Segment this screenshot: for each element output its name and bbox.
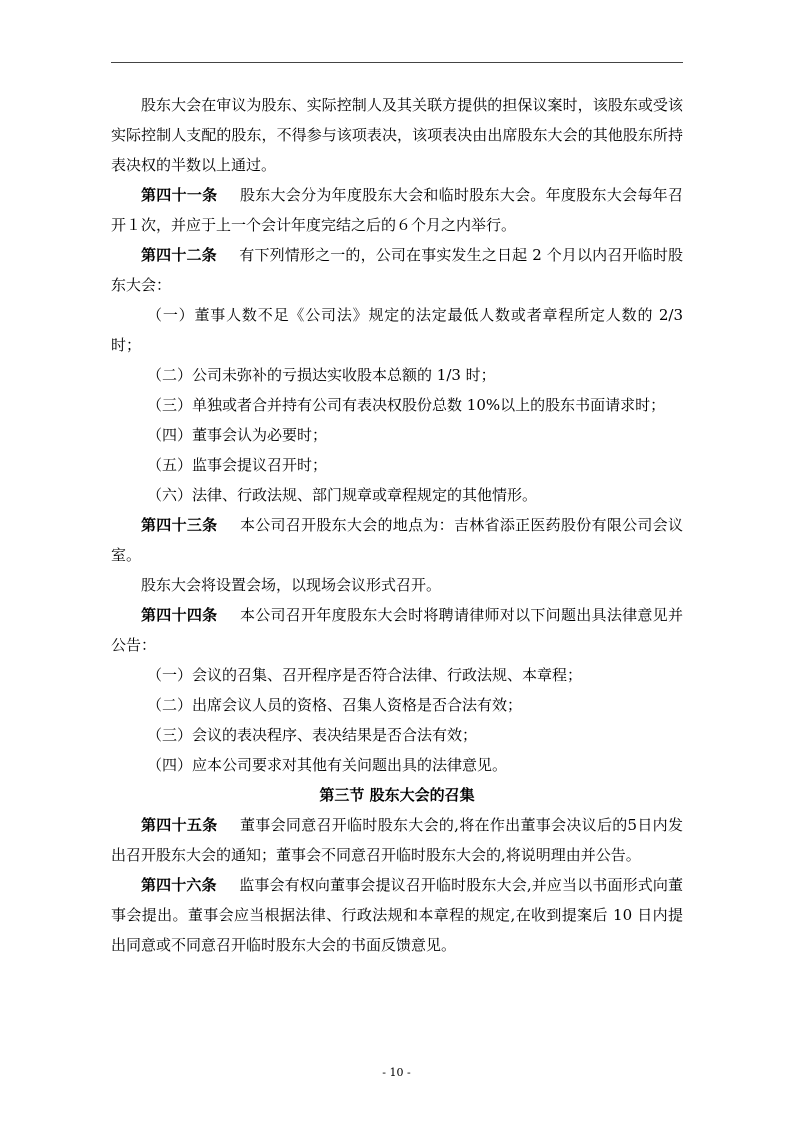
- article-number: 第四十四条: [141, 606, 218, 624]
- article-text: 董事会同意召开临时股东大会的,将在作出董事会决议后的5日内发出召开股东大会的通知；董事会不同意召开临时股东大会的,将说明理由并公告。: [111, 816, 683, 864]
- list-item: （六）法律、行政法规、部门规章或章程规定的其他情形。: [147, 486, 538, 504]
- document-body: [111, 90, 683, 960]
- article-text: 本公司召开股东大会的地点为：吉林省添正医药股份有限公司会议室。: [111, 516, 683, 564]
- article-number: 第四十六条: [141, 876, 217, 894]
- article-paragraph: [111, 240, 683, 300]
- list-item: （二）出席会议人员的资格、召集人资格是否合法有效；: [147, 696, 523, 714]
- page-number: - 10 -: [382, 1066, 411, 1079]
- list-item: （三）会议的表决程序、表决结果是否合法有效；: [147, 726, 478, 744]
- list-item: （五）监事会提议召开时；: [147, 456, 328, 474]
- article-paragraph: [111, 180, 683, 240]
- list-item: （二）公司未弥补的亏损达实收股本总额的 1/3 时；: [147, 366, 496, 384]
- list-item: （一）会议的召集、召开程序是否符合法律、行政法规、本章程；: [147, 666, 583, 684]
- list-item: （四）应本公司要求对其他有关问题出具的法律意见。: [147, 756, 508, 774]
- article-paragraph: [111, 510, 683, 570]
- article-number: 第四十二条: [141, 246, 217, 264]
- article-paragraph: [111, 870, 683, 960]
- article-number: 第四十一条: [141, 186, 218, 204]
- article-text: 有下列情形之一的，公司在事实发生之日起 2 个月以内召开临时股东大会：: [111, 246, 683, 294]
- article-text: 监事会有权向董事会提议召开临时股东大会,并应当以书面形式向董事会提出。董事会应当根据法律、行政法规和本章程的规定,在收到提案后 10 日内提出同意或不同意召开临时股东大会的书面反馈意见。: [111, 876, 683, 954]
- list-item: （四）董事会认为必要时；: [147, 426, 328, 444]
- article-number: 第四十三条: [141, 516, 218, 534]
- header-rule: [111, 62, 683, 63]
- article-paragraph: [111, 600, 683, 660]
- body-paragraph: 股东大会将设置会场，以现场会议形式召开。: [141, 576, 442, 594]
- article-paragraph: [111, 810, 683, 870]
- article-text: 股东大会分为年度股东大会和临时股东大会。年度股东大会每年召开１次，并应于上一个会计年度完结之后的６个月之内举行。: [111, 186, 683, 234]
- list-item: （三）单独或者合并持有公司有表决权股份总数 10%以上的股东书面请求时；: [147, 396, 666, 414]
- body-paragraph: 股东大会在审议为股东、实际控制人及其关联方提供的担保议案时，该股东或受该实际控制人支配的股东，不得参与该项表决，该项表决由出席股东大会的其他股东所持表决权的半数以上通过。: [111, 96, 683, 174]
- section-title: 第三节 股东大会的召集: [319, 786, 475, 804]
- article-number: 第四十五条: [141, 816, 218, 834]
- list-item: （一）董事人数不足《公司法》规定的法定最低人数或者章程所定人数的 2/3 时；: [111, 306, 683, 354]
- article-text: 本公司召开年度股东大会时将聘请律师对以下问题出具法律意见并公告：: [111, 606, 683, 654]
